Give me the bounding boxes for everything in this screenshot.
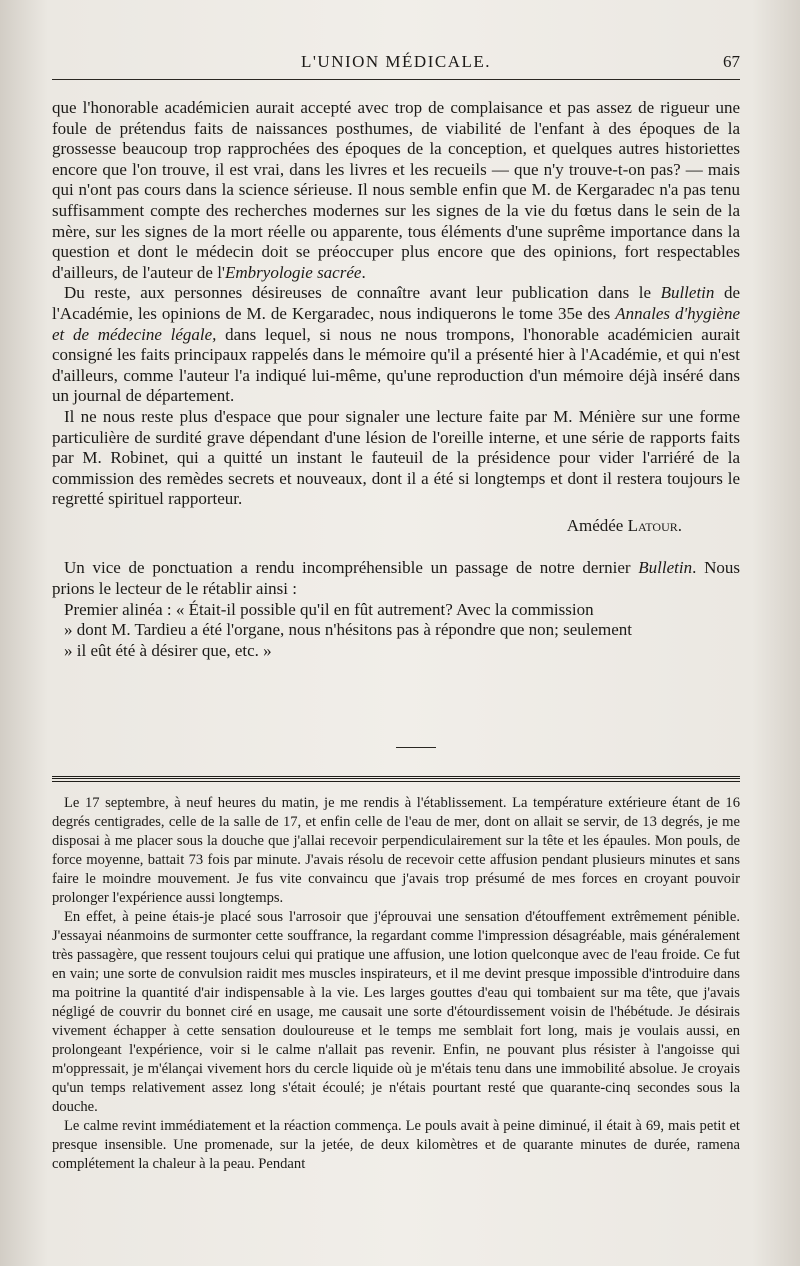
paragraph-text: . — [361, 262, 366, 282]
feuilleton-text — [52, 794, 740, 1174]
section-divider — [396, 747, 436, 748]
signature-first-name: Amédée — [566, 515, 628, 535]
author-signature — [52, 516, 740, 537]
article-paragraph — [52, 98, 740, 283]
feuilleton-paragraph: Le calme revint immédiatement et la réaction commença. Le pouls avait à peine diminué, il était à 69, mais petit et presque insensible. Une promenade, sur la jetée, de deux kilomètres et de quarante minutes de durée, ramena complétement la chaleur à la peau. Pendant — [52, 1118, 740, 1172]
quote-line: » il eût été à désirer que, etc. » — [64, 640, 272, 660]
italic-title: Bulletin — [660, 283, 715, 303]
signature-last-name: Latour. — [627, 515, 682, 535]
running-head — [52, 52, 740, 76]
feuilleton-paragraph: En effet, à peine étais-je placé sous l'arrosoir que j'éprouvai une sensation d'étouffement extrêmement pénible. J'essayai néanmoins de surmonter cette souffrance, la regardant comme l'impression désagréable, mais généralement très passagère, que ressent toujours celui qui pratique une affusion, une lotion quelconque avec de l'eau froide. Ce fut en vain; une sorte de convulsion raidit mes muscles inspirateurs, et il me devint presque impossible d'introduire dans ma poitrine la quantité d'air indispensable à la vie. Les larges gouttes d'eau qui tombaient sur ma tête, que j'avais négligé de couvrir du bonnet ciré en usage, me causait une sorte d'étourdissement voisin de l'hébétude. Je désirais vivement échapper à cette sensation douloureuse et le temps me semblait fort long, mais je voulais aussi, en prolongeant l'expérience, voir si le calme n'allait pas revenir. Enfin, ne pouvant plus résister à l'angoisse qui m'oppressait, je m'élançai vivement hors du cercle liquide où je m'étais tenu dans une immobilité absolue. Je croyais qu'un temps relativement assez long s'était écoulé; je n'étais pourtant resté que quarante-cinq secondes sous la douche. — [52, 909, 740, 1115]
paragraph-text: Du reste, aux personnes désireuses de connaître avant leur publication dans le — [64, 283, 661, 303]
quote-line: » dont M. Tardieu a été l'organe, nous n'hésitons pas à répondre que non; seulement — [64, 620, 633, 640]
article-paragraph: Il ne nous reste plus d'espace que pour signaler une lecture faite par M. Ménière sur une forme particulière de surdité grave dépendant d'une lésion de l'oreille interne, et une série de rapports faits par M. Robinet, qui a quitté un instant le fauteuil de la présidence pour vider l'arriéré de la commission des remèdes secrets et nouveaux, dont il a été si longtemps et dont il restera toujours le regretté spirituel rapporteur. — [52, 406, 740, 509]
italic-title: Embryologie sacrée — [225, 262, 362, 282]
quote-line: Premier alinéa : « Était-il possible qu'il en fût autrement? Avec la commission — [64, 599, 594, 619]
article-paragraph — [52, 283, 740, 407]
header-rule — [52, 79, 740, 80]
main-article — [52, 98, 740, 661]
italic-title: Annales d'hygiène et de médecine légale, — [52, 303, 741, 344]
paragraph-text: Un vice de ponctuation a rendu incompréhensible un passage de notre dernier — [64, 558, 639, 578]
paragraph-text: dans lequel, si nous ne nous trompons, l'honorable académicien aurait consigné les faits principaux rappelés dans le mémoire qu'il a présenté hier à l'Académie, et qui n'est d'ailleurs, comme l'auteur l'a indiqué lui-même, qu'une reproduction d'un mémoire déjà inséré dans un journal de département. — [52, 324, 740, 406]
feuilleton-paragraph: Le 17 septembre, à neuf heures du matin, je me rendis à l'établissement. La température extérieure étant de 16 degrés centigrades, celle de la salle de 17, et enfin celle de l'eau de mer, dont on allait se servir, de 13 degrés, je me disposai à me placer sous la douche que j'allai recevoir perpendiculairement sur la tête et les épaules. Mon pouls, de force moyenne, battait 73 fois par minute. J'avais résolu de recevoir cette affusion pendant plusieurs minutes et sans faire le moindre mouvement. Je fus vite convaincu que j'avais trop présumé de mes forces en croyant pouvoir prolonger l'expérience aussi longtemps. — [52, 795, 740, 906]
page-number: 67 — [723, 52, 740, 71]
erratum-paragraph — [52, 558, 740, 599]
paragraph-text: . Nous prions le lecteur de le rétablir ainsi : — [52, 558, 740, 599]
feuilleton-rule — [52, 776, 740, 782]
paragraph-text: que l'honorable académicien aurait accepté avec trop de complaisance et pas assez de rigueur une foule de prétendus faits de naissances posthumes, de viabilité de l'enfant à des époques de la grossesse beaucoup trop rapprochées des époques de la conception, et quelques autres historiettes encore que l'on trouve, il est vrai, dans les livres et les recueils — que n'y trouve-t-on pas? — mais qui n'ont pas cours dans la science sérieuse. Il nous semble enfin que M. de Kergaradec n'a pas tenu suffisamment compte des recherches modernes sur les signes de la vie du fœtus dans le sein de la mère, sur les signes de la mort réelle ou apparente, tous éléments d'une suprême importance dans la question et dont le médecin doit se préoccuper plus encore que des opinions, fort respectables d'ailleurs, de l'auteur de l' — [52, 98, 740, 282]
section-gap — [52, 536, 740, 558]
journal-title: L'UNION MÉDICALE. — [300, 52, 492, 71]
italic-title: Bulletin — [638, 558, 693, 578]
paragraph-text: de l'Académie, les opinions de M. de Kergaradec, nous indiquerons le tome 35e des — [52, 283, 741, 323]
